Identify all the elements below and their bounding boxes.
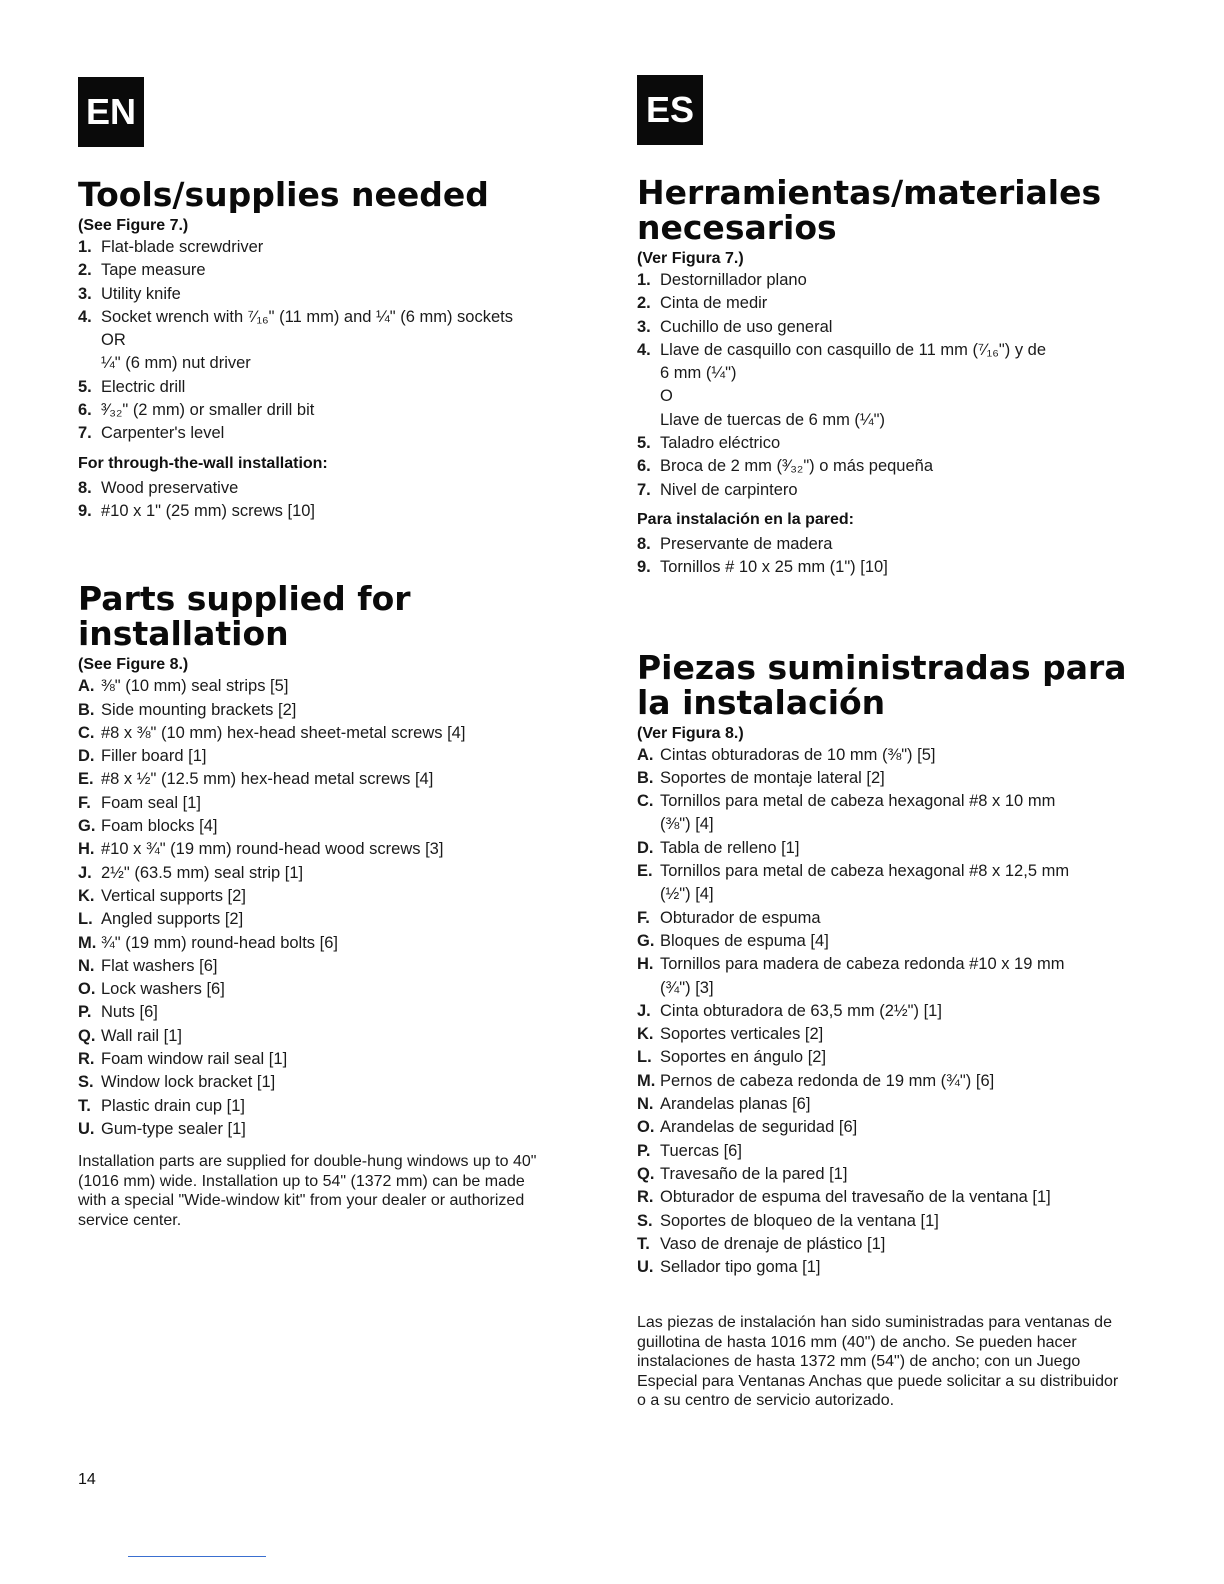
es-language-badge: ES — [637, 75, 703, 145]
list-item-text: Filler board [1] — [101, 747, 207, 766]
list-item-text: Cuchillo de uso general — [660, 317, 833, 336]
list-item-marker: F. — [637, 908, 650, 927]
list-item-marker: U. — [637, 1258, 654, 1277]
list-item — [78, 792, 578, 815]
list-item-text: Preservante de madera — [660, 534, 833, 553]
list-item — [637, 479, 1137, 502]
list-item-marker: B. — [78, 700, 95, 719]
list-item-text: Tornillos para madera de cabeza redonda #10 x 19 mm (¾") [3] — [660, 955, 1065, 997]
list-item-text: Llave de casquillo con casquillo de 11 mm (⁷⁄₁₆") y de 6 mm (¼") O Llave de tuercas de 6 mm (¼") — [660, 340, 1047, 429]
list-item — [78, 675, 578, 698]
list-item — [637, 790, 1137, 837]
list-item-text: Arandelas planas [6] — [660, 1095, 811, 1114]
en-wall-install-heading: For through-the-wall installation: — [78, 454, 328, 472]
list-item-text: Obturador de espuma del travesaño de la ventana [1] — [660, 1188, 1051, 1207]
list-item-marker: G. — [637, 931, 655, 950]
list-item — [78, 500, 578, 523]
en-tools-section — [78, 177, 578, 523]
list-item — [637, 907, 1137, 930]
list-item-marker: K. — [637, 1025, 654, 1044]
list-item-marker: 4. — [637, 340, 651, 359]
list-item-text: Window lock bracket [1] — [101, 1073, 276, 1092]
list-item-text: Travesaño de la pared [1] — [660, 1164, 848, 1183]
list-item-marker: D. — [637, 838, 654, 857]
en-tools-figure-ref: (See Figure 7.) — [78, 217, 189, 234]
page-number: 14 — [78, 1471, 96, 1488]
list-item-text: Lock washers [6] — [101, 980, 225, 999]
list-item — [78, 1118, 578, 1141]
list-item-text: Sellador tipo goma [1] — [660, 1258, 821, 1277]
es-tools-section — [637, 175, 1137, 580]
list-item — [637, 1256, 1137, 1279]
list-item-marker: T. — [637, 1234, 650, 1253]
list-item — [78, 283, 578, 306]
en-tools-list — [78, 236, 578, 446]
list-item — [78, 306, 578, 376]
list-item — [637, 292, 1137, 315]
list-item-text: Nivel de carpintero — [660, 480, 798, 499]
list-item-text: Vertical supports [2] — [101, 886, 246, 905]
list-item-text: Tornillos para metal de cabeza hexagonal #8 x 12,5 mm (½") [4] — [660, 862, 1070, 904]
list-item-marker: A. — [637, 745, 654, 764]
list-item — [637, 339, 1137, 432]
list-item-marker: 7. — [637, 480, 651, 499]
en-tools-heading: Tools/supplies needed — [78, 175, 489, 214]
list-item-marker: H. — [78, 840, 95, 859]
list-item-marker: U. — [78, 1119, 95, 1138]
en-parts-note: Installation parts are supplied for double-hung windows up to 40" (1016 mm) wide. Installation up to 54" (1372 mm) can be made with a special "Wide-window kit" from your dealer or authorized service center. — [78, 1153, 537, 1229]
list-item-text: Tornillos para metal de cabeza hexagonal #8 x 10 mm (⅜") [4] — [660, 792, 1056, 834]
list-item — [637, 1116, 1137, 1139]
list-item — [637, 1186, 1137, 1209]
list-item-marker: 3. — [78, 284, 92, 303]
list-item-text: Flat washers [6] — [101, 956, 218, 975]
list-item-text: Cintas obturadoras de 10 mm (⅜") [5] — [660, 745, 936, 764]
list-item-marker: 2. — [78, 261, 92, 280]
list-item-marker: 9. — [78, 501, 92, 520]
list-item-marker: D. — [78, 747, 95, 766]
list-item-marker: 5. — [78, 377, 92, 396]
list-item — [637, 1210, 1137, 1233]
list-item-marker: P. — [637, 1141, 651, 1160]
list-item-marker: A. — [78, 677, 95, 696]
list-item-text: Destornillador plano — [660, 271, 807, 289]
list-item-text: Nuts [6] — [101, 1003, 158, 1022]
en-wall-install-list — [78, 477, 578, 524]
list-item — [637, 1233, 1137, 1256]
list-item-marker: 3. — [637, 317, 651, 336]
en-parts-section — [78, 581, 578, 1230]
list-item-text: Tuercas [6] — [660, 1141, 742, 1160]
list-item-text: Electric drill — [101, 377, 186, 396]
list-item-text: Socket wrench with ⁷⁄₁₆" (11 mm) and ¼" (6 mm) sockets OR ¼" (6 mm) nut driver — [101, 307, 513, 373]
list-item-text: ¾" (19 mm) round-head bolts [6] — [101, 933, 338, 952]
list-item-text: #10 x 1" (25 mm) screws [10] — [101, 501, 316, 520]
list-item-marker: 4. — [78, 307, 92, 326]
list-item — [637, 744, 1137, 767]
list-item-text: #10 x ¾" (19 mm) round-head wood screws [3] — [101, 840, 444, 859]
list-item — [637, 1140, 1137, 1163]
list-item — [637, 556, 1137, 579]
list-item — [78, 399, 578, 422]
list-item-text: Wood preservative — [101, 478, 239, 497]
list-item-text: Wall rail [1] — [101, 1026, 182, 1045]
list-item-text: 2½" (63.5 mm) seal strip [1] — [101, 863, 304, 882]
list-item — [78, 838, 578, 861]
es-wall-install-list — [637, 533, 1137, 580]
list-item-text: ³⁄₃₂" (2 mm) or smaller drill bit — [101, 401, 315, 420]
list-item-text: Soportes de montaje lateral [2] — [660, 768, 885, 787]
list-item-marker: G. — [78, 817, 96, 836]
list-item-marker: Q. — [78, 1026, 96, 1045]
list-item-marker: N. — [637, 1095, 654, 1114]
list-item — [78, 699, 578, 722]
es-parts-figure-ref: (Ver Figura 8.) — [637, 724, 744, 742]
list-item — [78, 908, 578, 931]
list-item-marker: E. — [637, 862, 653, 881]
list-item-marker: 8. — [78, 478, 92, 497]
list-item — [78, 236, 578, 259]
list-item-text: Carpenter's level — [101, 424, 225, 443]
list-item — [78, 745, 578, 768]
list-item-text: Foam blocks [4] — [101, 817, 218, 836]
list-item — [78, 1001, 578, 1024]
list-item-text: Obturador de espuma — [660, 908, 821, 927]
list-item — [637, 860, 1137, 907]
list-item-marker: C. — [637, 792, 654, 811]
list-item-marker: B. — [637, 768, 654, 787]
list-item-marker: M. — [78, 933, 97, 952]
list-item-text: Soportes de bloqueo de la ventana [1] — [660, 1211, 939, 1230]
list-item-marker: R. — [637, 1188, 654, 1207]
list-item — [78, 1025, 578, 1048]
list-item-text: Taladro eléctrico — [660, 434, 781, 453]
list-item-text: Tabla de relleno [1] — [660, 838, 800, 857]
list-item-marker: Q. — [637, 1164, 655, 1183]
list-item — [78, 862, 578, 885]
list-item-marker: 1. — [637, 271, 651, 289]
list-item-marker: J. — [637, 1001, 651, 1020]
list-item — [637, 767, 1137, 790]
list-item-marker: L. — [637, 1048, 652, 1067]
list-item-marker: M. — [637, 1071, 656, 1090]
list-item — [78, 477, 578, 500]
list-item-marker: J. — [78, 863, 92, 882]
list-item-text: Cinta obturadora de 63,5 mm (2½") [1] — [660, 1001, 942, 1020]
list-item — [637, 1023, 1137, 1046]
list-item-marker: O. — [78, 980, 96, 999]
list-item-text: Arandelas de seguridad [6] — [660, 1118, 858, 1137]
list-item — [78, 722, 578, 745]
es-tools-figure-ref: (Ver Figura 7.) — [637, 250, 744, 267]
list-item — [78, 1048, 578, 1071]
list-item — [637, 1163, 1137, 1186]
list-item — [637, 316, 1137, 339]
list-item-text: Side mounting brackets [2] — [101, 700, 297, 719]
list-item-marker: 6. — [78, 401, 92, 420]
list-item — [637, 533, 1137, 556]
es-tools-list — [637, 269, 1137, 502]
list-item — [78, 259, 578, 282]
list-item-text: Angled supports [2] — [101, 910, 244, 929]
list-item — [637, 1093, 1137, 1116]
list-item-marker: R. — [78, 1050, 95, 1069]
list-item-text: Plastic drain cup [1] — [101, 1096, 245, 1115]
list-item-marker: K. — [78, 886, 95, 905]
list-item-marker: C. — [78, 723, 95, 742]
list-item — [78, 376, 578, 399]
es-parts-note: Las piezas de instalación han sido suministradas para ventanas de guillotina de hasta 1016 mm (40") de ancho. Se pueden hacer instalaciones de hasta 1372 mm (54") de ancho; con un Juego Especial para Ventanas Anchas que puede solicitar a su distribuidor o a su centro de servicio autorizado. — [637, 1314, 1119, 1410]
list-item — [78, 955, 578, 978]
list-item — [637, 1070, 1137, 1093]
list-item — [637, 953, 1137, 1000]
list-item-marker: E. — [78, 770, 94, 789]
list-item — [78, 885, 578, 908]
list-item — [637, 269, 1137, 292]
es-parts-list — [637, 744, 1137, 1280]
list-item-marker: P. — [78, 1003, 92, 1022]
list-item — [637, 455, 1137, 478]
list-item-text: Flat-blade screwdriver — [101, 238, 264, 256]
en-language-badge: EN — [78, 77, 144, 147]
list-item-text: Gum-type sealer [1] — [101, 1119, 246, 1138]
list-item-marker: F. — [78, 793, 91, 812]
list-item — [637, 837, 1137, 860]
list-item-text: Bloques de espuma [4] — [660, 931, 829, 950]
en-parts-heading: Parts supplied for installation — [78, 579, 411, 654]
list-item-marker: 7. — [78, 424, 92, 443]
es-parts-section — [637, 647, 1137, 1411]
spanish-column — [637, 75, 1137, 1411]
list-item-text: Foam window rail seal [1] — [101, 1050, 288, 1069]
list-item — [78, 768, 578, 791]
list-item — [78, 1095, 578, 1118]
list-item — [637, 432, 1137, 455]
list-item — [78, 932, 578, 955]
list-item-text: Tape measure — [101, 261, 206, 280]
footer-link-rule — [128, 1556, 266, 1557]
es-tools-heading: Herramientas/materiales necesarios — [637, 173, 1102, 247]
list-item-marker: L. — [78, 910, 93, 929]
list-item — [78, 422, 578, 445]
list-item — [637, 1046, 1137, 1069]
list-item-text: Cinta de medir — [660, 294, 768, 313]
list-item-marker: S. — [78, 1073, 94, 1092]
list-item-text: Foam seal [1] — [101, 793, 201, 812]
list-item-marker: 1. — [78, 238, 92, 256]
list-item-text: Soportes en ángulo [2] — [660, 1048, 827, 1067]
list-item-marker: N. — [78, 956, 95, 975]
list-item-text: Tornillos # 10 x 25 mm (1") [10] — [660, 558, 888, 577]
list-item-text: Soportes verticales [2] — [660, 1025, 824, 1044]
english-column — [78, 77, 578, 1230]
list-item-marker: 9. — [637, 558, 651, 577]
list-item-text: Utility knife — [101, 284, 181, 303]
list-item-marker: O. — [637, 1118, 655, 1137]
list-item-text: Broca de 2 mm (³⁄₃₂") o más pequeña — [660, 457, 934, 476]
list-item — [78, 1071, 578, 1094]
list-item-text: Vaso de drenaje de plástico [1] — [660, 1234, 886, 1253]
list-item — [637, 1000, 1137, 1023]
list-item-marker: H. — [637, 955, 654, 974]
list-item-marker: 6. — [637, 457, 651, 476]
list-item-marker: 5. — [637, 434, 651, 453]
list-item-marker: T. — [78, 1096, 91, 1115]
list-item — [637, 930, 1137, 953]
list-item-marker: 2. — [637, 294, 651, 313]
es-wall-install-heading: Para instalación en la pared: — [637, 510, 854, 528]
list-item-text: Pernos de cabeza redonda de 19 mm (¾") [6] — [660, 1071, 995, 1090]
list-item-marker: S. — [637, 1211, 653, 1230]
list-item — [78, 815, 578, 838]
list-item-marker: 8. — [637, 534, 651, 553]
list-item-text: #8 x ½" (12.5 mm) hex-head metal screws [4] — [101, 770, 434, 789]
list-item — [78, 978, 578, 1001]
es-parts-heading: Piezas suministradas para la instalación — [637, 647, 1127, 722]
en-parts-figure-ref: (See Figure 8.) — [78, 656, 189, 674]
en-parts-list — [78, 675, 578, 1141]
list-item-text: ⅜" (10 mm) seal strips [5] — [101, 677, 289, 696]
list-item-text: #8 x ⅜" (10 mm) hex-head sheet-metal screws [4] — [101, 723, 466, 742]
